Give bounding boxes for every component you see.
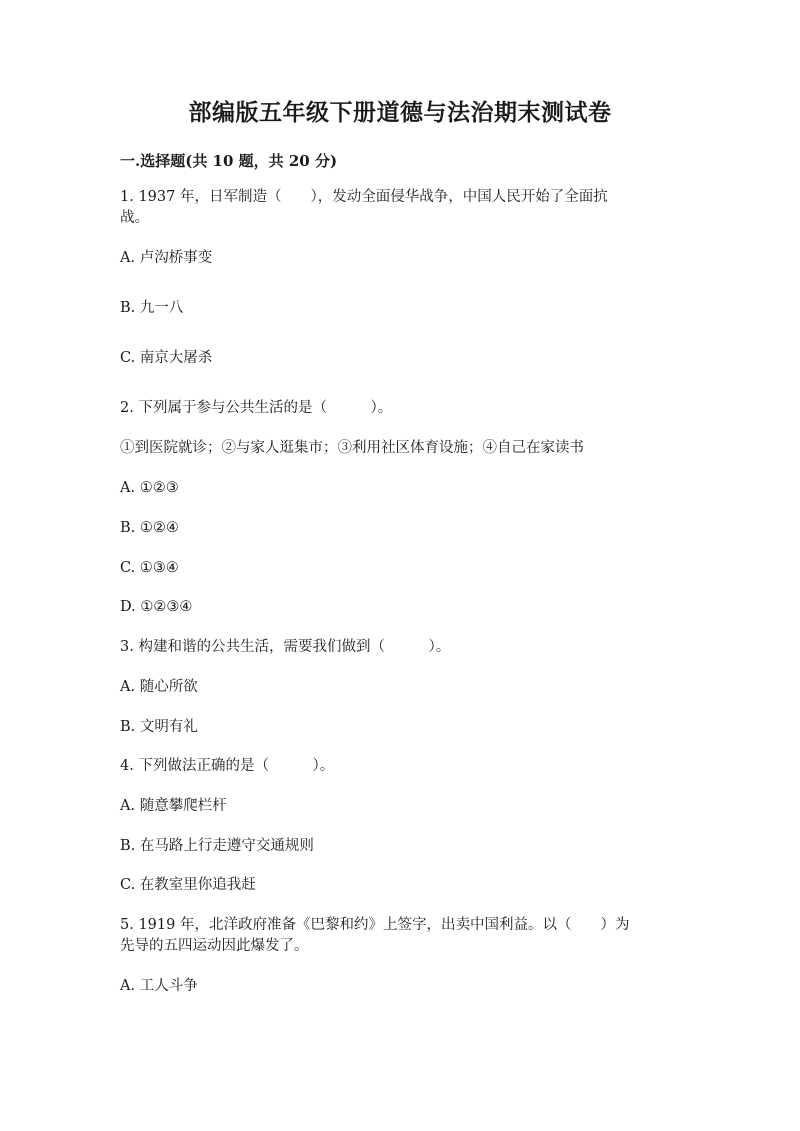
question-1-stem-line-1: 1. 1937 年，日军制造（ ），发动全面侵华战争，中国人民开始了全面抗 [120, 189, 608, 205]
question-2-option-c: C. ①③④ [120, 560, 179, 576]
section-heading: 一.选择题(共 10 题，共 20 分) [120, 152, 338, 170]
question-4-stem: 4. 下列做法正确的是（ ）。 [120, 758, 335, 774]
question-2-note: ①到医院就诊；②与家人逛集市；③利用社区体育设施；④自己在家读书 [120, 440, 584, 456]
question-4-option-b: B. 在马路上行走遵守交通规则 [120, 838, 314, 854]
question-1-stem-line-2: 战。 [120, 210, 149, 226]
question-4-option-c: C. 在教室里你追我赶 [120, 877, 256, 893]
question-2-option-b: B. ①②④ [120, 520, 179, 536]
question-5-stem-line-2: 先导的五四运动因此爆发了。 [120, 938, 309, 954]
question-2-stem: 2. 下列属于参与公共生活的是（ ）。 [120, 400, 393, 416]
question-1-option-c: C. 南京大屠杀 [120, 350, 213, 366]
question-1-option-b: B. 九一八 [120, 300, 184, 316]
question-1-option-a: A. 卢沟桥事变 [120, 250, 213, 266]
page-title: 部编版五年级下册道德与法治期末测试卷 [188, 99, 612, 126]
question-3-stem: 3. 构建和谐的公共生活，需要我们做到（ ）。 [120, 639, 451, 655]
question-3-option-b: B. 文明有礼 [120, 719, 198, 735]
question-5-option-a: A. 工人斗争 [120, 978, 198, 994]
question-2-option-a: A. ①②③ [120, 480, 179, 496]
question-2-option-d: D. ①②③④ [120, 599, 193, 615]
question-3-option-a: A. 随心所欲 [120, 679, 198, 695]
question-5-stem-line-1: 5. 1919 年，北洋政府准备《巴黎和约》上签字，出卖中国利益。以（ ）为 [120, 917, 630, 933]
question-4-option-a: A. 随意攀爬栏杆 [120, 798, 227, 814]
